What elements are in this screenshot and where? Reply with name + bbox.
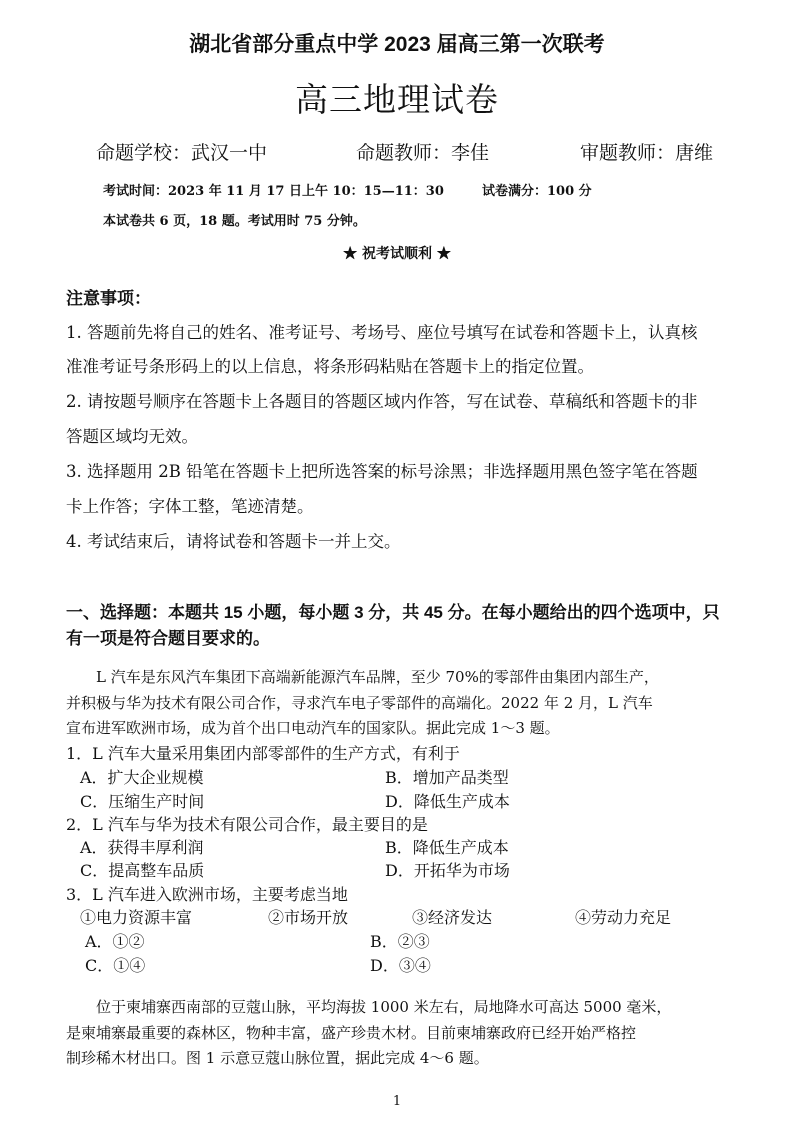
passage-line: 位于柬埔寨西南部的豆蔻山脉，平均海拔 1000 米左右，局地降水可高达 5000 毫米，: [66, 998, 672, 1016]
note-line: 4. 考试结束后，请将试卷和答题卡一并上交。: [66, 532, 401, 551]
statement-1: ①电力资源丰富: [80, 908, 193, 927]
option-d: D．③④: [370, 956, 431, 975]
passage-line: 宣布进军欧洲市场，成为首个出口电动汽车的国家队。据此完成 1～3 题。: [66, 719, 560, 737]
option-d: D．降低生产成本: [385, 792, 510, 811]
question-stem: 1．L 汽车大量采用集团内部零部件的生产方式，有利于: [66, 744, 460, 763]
section-heading: 有一项是符合题目要求的。: [66, 629, 270, 648]
exam-time: 考试时间：2023 年 11 月 17 日上午 10：15—11：30: [103, 184, 444, 199]
full-score: 试卷满分：100 分: [482, 184, 592, 199]
passage-line: 制珍稀木材出口。图 1 示意豆蔻山脉位置，据此完成 4～6 题。: [66, 1049, 489, 1067]
good-luck-banner: ★ 祝考试顺利 ★: [343, 246, 451, 262]
passage-line: 并积极与华为技术有限公司合作，寻求汽车电子零部件的高端化。2022 年 2 月，L 汽车: [66, 694, 653, 712]
passage-line: 是柬埔寨最重要的森林区，物种丰富，盛产珍贵木材。目前柬埔寨政府已经开始严格控: [66, 1024, 637, 1042]
option-a: A．获得丰厚利润: [80, 838, 204, 857]
option-a: A．①②: [85, 932, 145, 951]
subject-title: 高三地理试卷: [295, 80, 499, 119]
option-d: D．开拓华为市场: [385, 861, 510, 880]
author-label: 命题教师：李佳: [356, 142, 490, 164]
option-c: C．①④: [85, 956, 146, 975]
note-line: 准准考证号条形码上的以上信息，将条形码粘贴在答题卡上的指定位置。: [66, 357, 594, 376]
option-b: B．增加产品类型: [385, 768, 509, 787]
section-heading: 一、选择题：本题共 15 小题，每小题 3 分，共 45 分。在每小题给出的四个选项中，只: [66, 603, 720, 622]
option-c: C．压缩生产时间: [80, 792, 205, 811]
reviewer-label: 审题教师：唐维: [580, 142, 714, 164]
note-line: 2. 请按题号顺序在答题卡上各题目的答题区域内作答，写在试卷、草稿纸和答题卡的非: [66, 392, 698, 411]
note-line: 1. 答题前先将自己的姓名、准考证号、考场号、座位号填写在试卷和答题卡上，认真核: [66, 323, 698, 342]
option-b: B．降低生产成本: [385, 838, 509, 857]
statement-4: ④劳动力充足: [575, 908, 672, 927]
option-c: C．提高整车品质: [80, 861, 205, 880]
note-line: 答题区域均无效。: [66, 427, 198, 446]
option-b: B．②③: [370, 932, 430, 951]
notes-title: 注意事项：: [66, 289, 151, 308]
school-label: 命题学校：武汉一中: [96, 142, 268, 164]
question-stem: 2．L 汽车与华为技术有限公司合作，最主要目的是: [66, 815, 428, 834]
statement-2: ②市场开放: [268, 908, 349, 927]
note-line: 3. 选择题用 2B 铅笔在答题卡上把所选答案的标号涂黑；非选择题用黑色签字笔在答题: [66, 462, 698, 481]
question-stem: 3．L 汽车进入欧洲市场，主要考虑当地: [66, 885, 348, 904]
exam-title: 湖北省部分重点中学 2023 届高三第一次联考: [189, 33, 605, 56]
passage-line: L 汽车是东风汽车集团下高端新能源汽车品牌，至少 70%的零部件由集团内部生产，: [66, 668, 659, 686]
note-line: 卡上作答；字体工整，笔迹清楚。: [66, 497, 314, 516]
statement-3: ③经济发达: [412, 908, 493, 927]
page-number: 1: [392, 1094, 402, 1109]
paper-info: 本试卷共 6 页，18 题。考试用时 75 分钟。: [103, 214, 366, 229]
option-a: A．扩大企业规模: [80, 768, 204, 787]
